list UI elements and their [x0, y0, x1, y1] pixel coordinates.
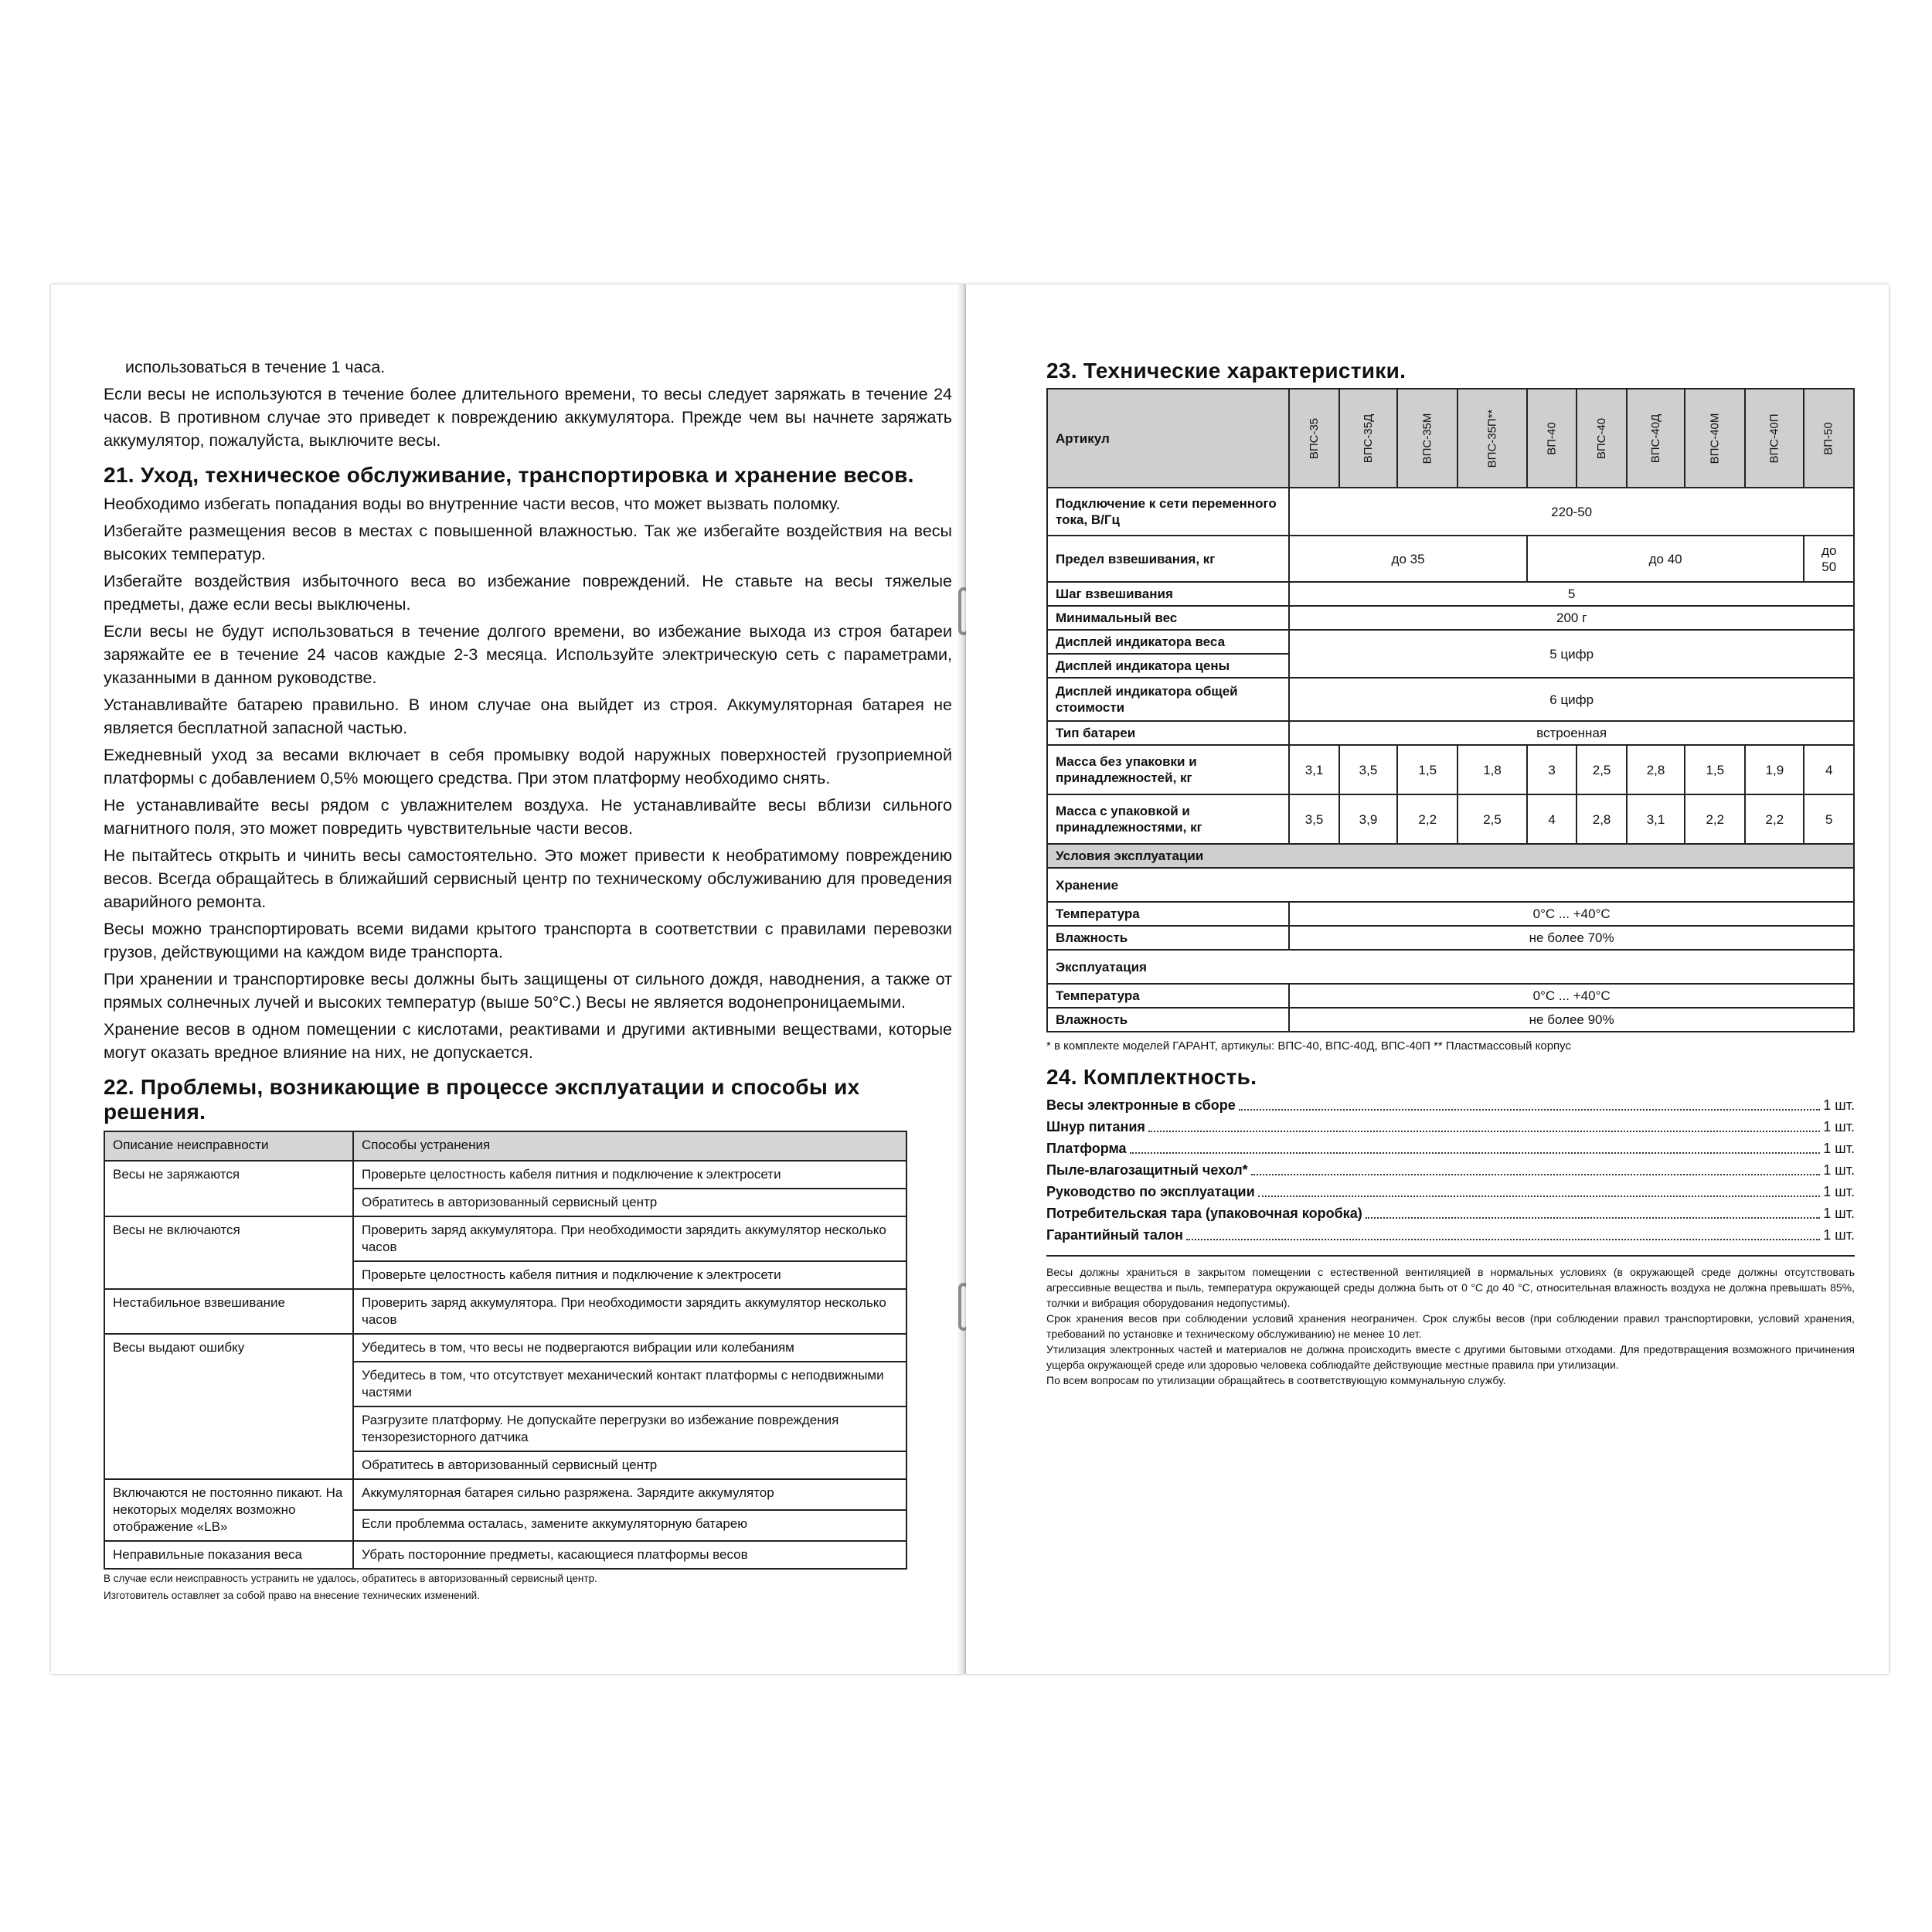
solution-cell: Обратитесь в авторизованный сервисный центр: [353, 1451, 906, 1479]
model-cell: [1289, 389, 1339, 488]
storage-heading: Хранение: [1047, 868, 1854, 902]
model-name: ВП-50: [1822, 422, 1836, 455]
list-item: [1046, 1181, 1855, 1202]
spec-value: 1,9: [1745, 745, 1804, 794]
spec-label: Дисплей индикатора общей стоимости: [1047, 678, 1289, 721]
spec-label: Тип батареи: [1047, 721, 1289, 745]
solution-cell: Проверьте целостность кабеля питния и подключение к электросети: [353, 1261, 906, 1289]
spec-value: 5: [1289, 582, 1854, 606]
s21-paragraph: Избегайте размещения весов в местах с повышенной влажностью. Так же избегайте воздействия на весы высоких температур.: [104, 522, 952, 563]
table-row: [104, 1216, 906, 1261]
s21-paragraph: Необходимо избегать попадания воды во внутренние части весов, что может вызвать поломку.: [104, 495, 841, 513]
spec-value: 3: [1527, 745, 1577, 794]
model-name: ВПС-40М: [1708, 413, 1722, 464]
s21-paragraph: Если весы не будут использоваться в течение долгого времени, во избежание выхода из строя батареи заряжайте ее в течение 24 часов каждые 2-3 месяца. Используйте электрическую сеть с параметрами, указанными в данном руководстве.: [104, 622, 952, 687]
list-item: [1046, 1224, 1855, 1246]
item-name: Руководство по эксплуатации: [1046, 1184, 1255, 1199]
article-label: Артикул: [1047, 389, 1289, 488]
item-name: Пыле-влагозащитный чехол*: [1046, 1162, 1248, 1178]
spec-label: Дисплей индикатора цены: [1047, 654, 1289, 678]
s21-paragraph: Устанавливайте батарею правильно. В ином случае она выйдет из строя. Аккумуляторная батарея не является бесплатной запасной частью.: [104, 696, 952, 737]
solution-cell: Обратитесь в авторизованный сервисный центр: [353, 1189, 906, 1216]
footnote: В случае если неисправность устранить не удалось, обратитесь в авторизованный сервисный центр.: [104, 1573, 597, 1584]
spec-value: не более 90%: [1289, 1008, 1854, 1032]
spec-value: 1,5: [1685, 745, 1745, 794]
solution-cell: Проверьте целостность кабеля питния и подключение к электросети: [353, 1161, 906, 1189]
spec-label: Минимальный вес: [1047, 606, 1289, 630]
item-name: Потребительская тара (упаковочная коробка): [1046, 1206, 1362, 1221]
problem-cell: Весы не включаются: [104, 1216, 353, 1289]
table-row: [1047, 582, 1854, 606]
list-item: [1046, 1094, 1855, 1116]
model-name: ВПС-40: [1595, 417, 1609, 460]
spec-value: 2,2: [1397, 794, 1458, 844]
item-qty: 1 шт.: [1823, 1184, 1855, 1199]
spec-label: Температура: [1047, 984, 1289, 1008]
spec-value: не более 70%: [1289, 926, 1854, 950]
spec-value: 4: [1804, 745, 1854, 794]
model-name: ВПС-35П**: [1485, 409, 1499, 468]
spec-value: 0°С ... +40°С: [1289, 984, 1854, 1008]
spec-value: 3,5: [1339, 745, 1397, 794]
list-item: [1046, 1138, 1855, 1159]
problem-cell: Неправильные показания веса: [104, 1541, 353, 1569]
item-name: Гарантийный талон: [1046, 1227, 1184, 1243]
table-row: [1047, 902, 1854, 926]
s21-paragraph: Весы можно транспортировать всеми видами крытого транспорта в соответствии с правилами перевозки грузов, действующими на каждом виде транспорта.: [104, 920, 952, 961]
table-row: [104, 1479, 906, 1510]
section-22-title: 22. Проблемы, возникающие в процессе эксплуатации и способы их решения.: [104, 1075, 860, 1124]
spec-value: 2,2: [1685, 794, 1745, 844]
s21-paragraph: Хранение весов в одном помещении с кислотами, реактивами и другими активными веществами, которые могут оказать вредное влияние на них, не допускается.: [104, 1020, 952, 1062]
model-cell: [1397, 389, 1458, 488]
spec-value: 2,8: [1627, 745, 1685, 794]
table-row: [1047, 488, 1854, 536]
table-row: [1047, 950, 1854, 984]
table-row: [1047, 844, 1854, 868]
solution-cell: Если проблемма осталась, замените аккумуляторную батарею: [353, 1510, 906, 1541]
spec-value: 220-50: [1289, 488, 1854, 536]
problem-cell: Весы выдают ошибку: [104, 1334, 353, 1479]
spec-value: 4: [1527, 794, 1577, 844]
model-cell: [1577, 389, 1627, 488]
table-row: [1047, 1008, 1854, 1032]
s21-paragraph: Избегайте воздействия избыточного веса во избежание повреждений. Не ставьте на весы тяжелые предметы, даже если весы выключены.: [104, 572, 952, 614]
solution-cell: Убедитесь в том, что отсутствует механический контакт платформы с неподвижными частями: [353, 1362, 906, 1406]
section-24-title: 24. Комплектность.: [1046, 1065, 1257, 1089]
problem-cell: Включаются не постоянно пикают. На некоторых моделях возможно отображение «LB»: [104, 1479, 353, 1541]
spec-value: 5 цифр: [1289, 630, 1854, 678]
spec-label: Масса без упаковки и принадлежностей, кг: [1047, 745, 1289, 794]
column-header: Способы устранения: [353, 1131, 906, 1161]
spec-label: Масса с упаковкой и принадлежностями, кг: [1047, 794, 1289, 844]
spec-label: Температура: [1047, 902, 1289, 926]
spec-value: 3,1: [1627, 794, 1685, 844]
table-row: [1047, 630, 1854, 654]
s21-paragraph: Не устанавливайте весы рядом с увлажнителем воздуха. Не устанавливайте весы вблизи сильного магнитного поля, это может повредить чувствительные части весов.: [104, 796, 952, 838]
storage-paragraph: Срок хранения весов при соблюдении условий хранения неограничен. Срок службы весов (при соблюдении правил транспортировки, условий хранения, требований по установке и техническому обслуживанию) не менее 10 лет.: [1046, 1312, 1855, 1340]
list-item: [1046, 1159, 1855, 1181]
table-row: [104, 1334, 906, 1362]
table-row: [1047, 794, 1854, 844]
problems-table: [104, 1131, 907, 1570]
spec-value: до 50: [1804, 536, 1854, 582]
column-header: Описание неисправности: [104, 1131, 353, 1161]
item-qty: 1 шт.: [1823, 1141, 1855, 1156]
table-row: [104, 1289, 906, 1334]
table-row: [1047, 926, 1854, 950]
table-row: [1047, 678, 1854, 721]
conditions-heading: Условия эксплуатации: [1047, 844, 1854, 868]
table-row: [104, 1541, 906, 1569]
section-23-title: 23. Технические характеристики.: [1046, 359, 1406, 383]
specs-table: [1046, 388, 1855, 1032]
item-qty: 1 шт.: [1823, 1119, 1855, 1134]
spec-value: 1,5: [1397, 745, 1458, 794]
storage-paragraph: Утилизация электронных частей и материалов не должна происходить вместе с другими бытовыми отходами. Для предотвращения возможного причинения ущерба окружающей среде или здоровью человека соблюдайте действующие местные правила при утилизации.: [1046, 1343, 1855, 1371]
model-name: ВПС-40П: [1767, 413, 1781, 464]
item-name: Весы электронные в сборе: [1046, 1097, 1236, 1113]
solution-cell: Проверить заряд аккумулятора. При необходимости зарядить аккумулятор несколько часов: [353, 1289, 906, 1334]
spec-value: 2,8: [1577, 794, 1627, 844]
s21-paragraph: Ежедневный уход за весами включает в себя промывку водой наружных поверхностей грузоприемной платформы с добавлением 0,5% моющего средства. При этом платформу необходимо снять.: [104, 746, 952, 787]
problem-cell: Весы не заряжаются: [104, 1161, 353, 1216]
storage-paragraph: Весы должны храниться в закрытом помещении с естественной вентиляцией в нормальных условиях (в окружающей среде должны отсутствовать агрессивные вещества и пыль, температура окружающей среды должна быть от 0 °С до 40 °С, относительная влажность воздуха не должна превышать 85%, толчки и вибрация оборудования недопустимы).: [1046, 1266, 1855, 1309]
item-name: Шнур питания: [1046, 1119, 1145, 1134]
table-row: [1047, 868, 1854, 902]
solution-cell: Разгрузите платформу. Не допускайте перегрузки во избежание повреждения тензорезисторного датчика: [353, 1406, 906, 1451]
table-row: [104, 1161, 906, 1189]
spec-value: 200 г: [1289, 606, 1854, 630]
s21-paragraph: При хранении и транспортировке весы должны быть защищены от сильного дождя, наводнения, а также от прямых солнечных лучей и высоких температур (выше 50°С.) Весы не является водонепроницаемыми.: [104, 970, 952, 1012]
model-name: ВПС-35: [1308, 417, 1321, 460]
spec-value: 2,5: [1458, 794, 1527, 844]
spec-value: 3,1: [1289, 745, 1339, 794]
model-name: ВПС-40Д: [1649, 413, 1663, 464]
model-cell: [1804, 389, 1854, 488]
model-cell: [1627, 389, 1685, 488]
footnote: Изготовитель оставляет за собой право на внесение технических изменений.: [104, 1590, 480, 1601]
spec-value: встроенная: [1289, 721, 1854, 745]
model-name: ВП-40: [1545, 422, 1559, 455]
spec-value: 3,5: [1289, 794, 1339, 844]
solution-cell: Проверить заряд аккумулятора. При необходимости зарядить аккумулятор несколько часов: [353, 1216, 906, 1261]
spec-label: Подключение к сети переменного тока, В/Гц: [1047, 488, 1289, 536]
model-cell: [1745, 389, 1804, 488]
table-row: [1047, 536, 1854, 582]
item-qty: 1 шт.: [1823, 1227, 1855, 1243]
intro-paragraph: Если весы не используются в течение более длительного времени, то весы следует заряжать в течение 24 часов. В противном случае это приведет к повреждению аккумулятора. Прежде чем вы начнете заряжать аккумулятор, пожалуйста, выключите весы.: [104, 385, 952, 450]
spec-value: 2,2: [1745, 794, 1804, 844]
spec-value: 2,5: [1577, 745, 1627, 794]
storage-paragraph: По всем вопросам по утилизации обращайтесь в соответствующую коммунальную службу.: [1046, 1374, 1506, 1386]
spec-value: 3,9: [1339, 794, 1397, 844]
model-name: ВПС-35М: [1420, 413, 1434, 464]
spec-value: до 35: [1289, 536, 1527, 582]
spec-value: 1,8: [1458, 745, 1527, 794]
spec-label: Шаг взвешивания: [1047, 582, 1289, 606]
section-21-title: 21. Уход, техническое обслуживание, транспортировка и хранение весов.: [104, 463, 914, 487]
spec-label: Дисплей индикатора веса: [1047, 630, 1289, 654]
spec-value: 6 цифр: [1289, 678, 1854, 721]
model-cell: [1458, 389, 1527, 488]
spec-value: до 40: [1527, 536, 1804, 582]
operation-heading: Эксплуатация: [1047, 950, 1854, 984]
list-item: [1046, 1116, 1855, 1138]
solution-cell: Аккумуляторная батарея сильно разряжена. Зарядите аккумулятор: [353, 1479, 906, 1510]
spec-value: 5: [1804, 794, 1854, 844]
item-name: Платформа: [1046, 1141, 1127, 1156]
model-cell: [1527, 389, 1577, 488]
model-cell: [1339, 389, 1397, 488]
solution-cell: Убедитесь в том, что весы не подвергаются вибрации или колебаниям: [353, 1334, 906, 1362]
table-row: [1047, 721, 1854, 745]
table-row: [1047, 606, 1854, 630]
specs-footnote: * в комплекте моделей ГАРАНТ, артикулы: ВПС-40, ВПС-40Д, ВПС-40П ** Пластмассовый корпус: [1046, 1039, 1572, 1053]
spec-value: 0°С ... +40°С: [1289, 902, 1854, 926]
spec-label: Влажность: [1047, 1008, 1289, 1032]
divider: [1046, 1255, 1855, 1257]
spec-label: Предел взвешивания, кг: [1047, 536, 1289, 582]
problems-table-header: [104, 1131, 906, 1161]
right-page: [966, 284, 1889, 1674]
item-qty: 1 шт.: [1823, 1206, 1855, 1221]
specs-header-row: [1047, 389, 1854, 488]
problem-cell: Нестабильное взвешивание: [104, 1289, 353, 1334]
left-page: [51, 284, 966, 1674]
model-name: ВПС-35Д: [1361, 413, 1375, 464]
list-item: [1046, 1202, 1855, 1224]
model-cell: [1685, 389, 1745, 488]
solution-cell: Убрать посторонние предметы, касающиеся платформы весов: [353, 1541, 906, 1569]
intro-line: использоваться в течение 1 часа.: [125, 358, 386, 376]
table-row: [1047, 745, 1854, 794]
table-row: [1047, 984, 1854, 1008]
s21-paragraph: Не пытайтесь открыть и чинить весы самостоятельно. Это может привести к необратимому повреждению весов. Всегда обращайтесь в ближайший сервисный центр по техническому обслуживанию для проведения аварийного ремонта.: [104, 846, 952, 911]
item-qty: 1 шт.: [1823, 1097, 1855, 1113]
spec-label: Влажность: [1047, 926, 1289, 950]
item-qty: 1 шт.: [1823, 1162, 1855, 1178]
